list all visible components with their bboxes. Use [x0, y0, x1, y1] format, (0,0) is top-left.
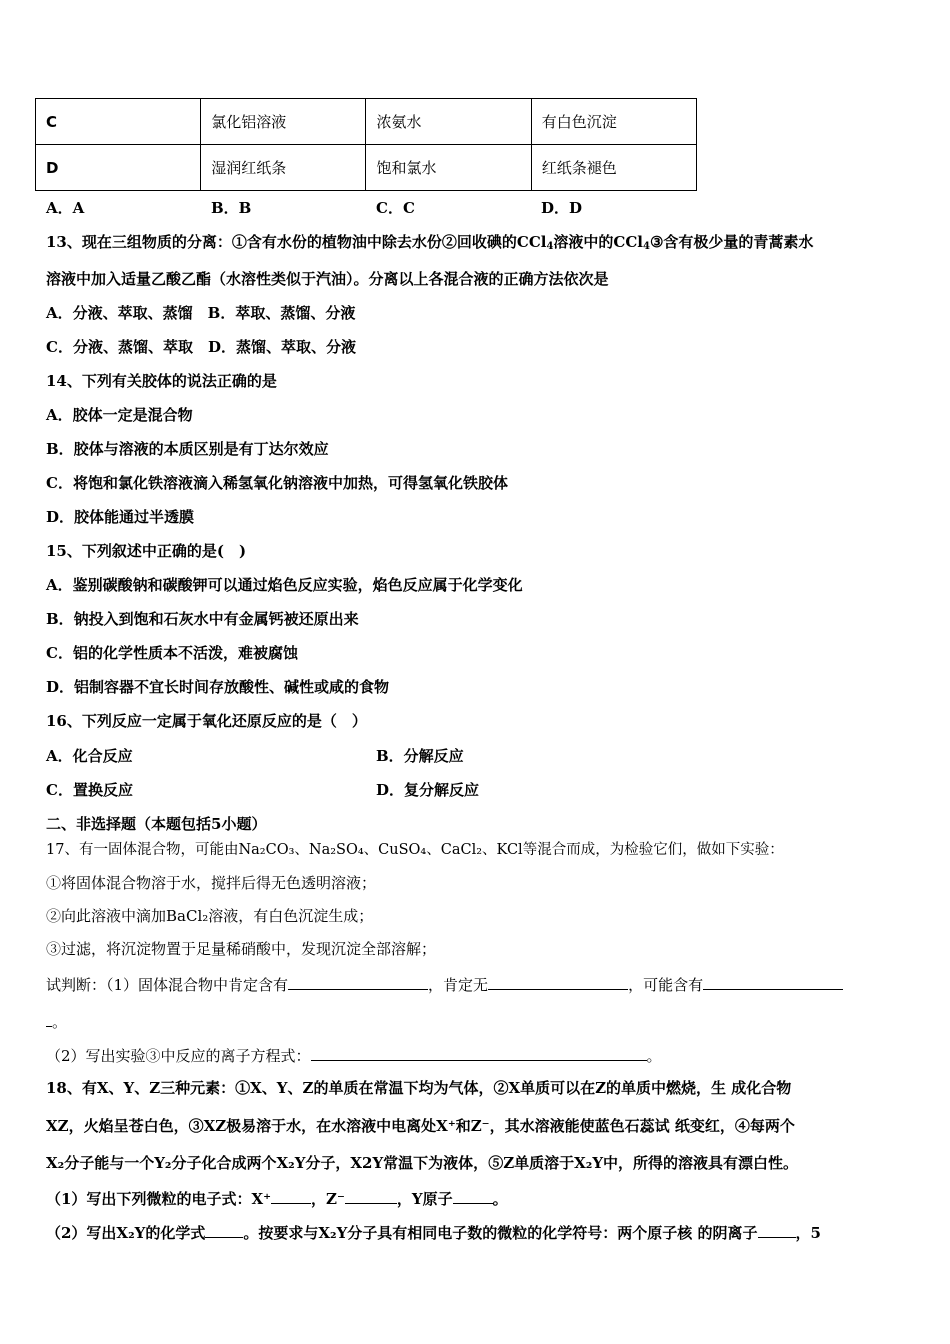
q12-options: [46, 198, 912, 218]
q16-options-ab: [46, 746, 912, 766]
q18-part2: （2）写出X₂Y的化学式 。按要求与X₂Y分子具有相同电子数的微粒的化学符号：两个原子核 的阴离子 ，5: [46, 1221, 912, 1243]
table-cell: 有白色沉淀: [531, 99, 696, 145]
answer-blank[interactable]: [345, 1187, 397, 1204]
answer-blank[interactable]: [288, 973, 428, 990]
q17-judge-cont: 。: [46, 1010, 912, 1032]
option-c: C．置换反应: [46, 781, 133, 799]
answer-blank[interactable]: [488, 973, 628, 990]
answer-blank[interactable]: [311, 1044, 647, 1061]
q13-options-ab: A．分液、萃取、蒸馏 B．萃取、蒸馏、分液: [46, 304, 356, 322]
q18-line-3: X₂分子能与一个Y₂分子化合成两个X₂Y分子，X2Y常温下为液体，⑤Z单质溶于X₂Y中，所得的溶液具有漂白性。: [46, 1154, 799, 1172]
q15-option-a: A．鉴别碳酸钠和碳酸钾可以通过焰色反应实验，焰色反应属于化学变化: [46, 576, 523, 594]
q14-option-b: B．胶体与溶液的本质区别是有丁达尔效应: [46, 440, 329, 458]
table-cell: C: [36, 99, 201, 145]
q13-options-cd: C．分液、蒸馏、萃取 D．蒸馏、萃取、分液: [46, 338, 356, 356]
table-cell: 红纸条褪色: [531, 145, 696, 191]
q15-option-d: D．铝制容器不宜长时间存放酸性、碱性或咸的食物: [46, 678, 390, 696]
q13-stem-line2: 溶液中加入适量乙酸乙酯（水溶性类似于汽油）。分离以上各混合液的正确方法依次是: [46, 270, 609, 288]
table-row: [36, 99, 697, 145]
option-b: B．B: [211, 199, 252, 217]
q17-judge: 试判断：（1）固体混合物中肯定含有 ，肯定无 ，可能含有: [46, 973, 912, 995]
table-cell: 氯化铝溶液: [201, 99, 366, 145]
q18-line-2: XZ，火焰呈苍白色，③XZ极易溶于水，在水溶液中电离处X⁺和Z⁻，其水溶液能使蓝色石蕊试 纸变红，④每两个: [46, 1117, 795, 1135]
table-row: [36, 145, 697, 191]
option-c: C．C: [376, 199, 415, 217]
q15-option-c: C．铝的化学性质本不活泼，难被腐蚀: [46, 644, 298, 662]
q16-stem: 16、下列反应一定属于氧化还原反应的是（ ）: [46, 712, 367, 730]
table-cell: 湿润红纸条: [201, 145, 366, 191]
q16-options-cd: [46, 780, 912, 800]
q17-part2: （2）写出实验③中反应的离子方程式： 。: [46, 1044, 912, 1066]
q17-step-2: ②向此溶液中滴加BaCl₂溶液，有白色沉淀生成；: [46, 907, 374, 925]
table-cell: D: [36, 145, 201, 191]
section-heading: 二、非选择题（本题包括5小题）: [46, 815, 267, 833]
q18-line-1: 18、有X、Y、Z三种元素：①X、Y、Z的单质在常温下均为气体，②X单质可以在Z的单质中燃烧，生 成化合物: [46, 1079, 792, 1097]
q14-stem: 14、下列有关胶体的说法正确的是: [46, 372, 277, 390]
q17-step-3: ③过滤，将沉淀物置于足量稀硝酸中，发现沉淀全部溶解；: [46, 940, 437, 958]
answer-blank[interactable]: [453, 1187, 493, 1204]
option-d: D．D: [541, 199, 583, 217]
option-a: A．A: [46, 199, 85, 217]
q15-option-b: B．钠投入到饱和石灰水中有金属钙被还原出来: [46, 610, 359, 628]
option-a: A．化合反应: [46, 747, 133, 765]
options-table: [35, 98, 697, 191]
table-cell: 饱和氯水: [366, 145, 531, 191]
q17-stem: 17、有一固体混合物，可能由Na₂CO₃、Na₂SO₄、CuSO₄、CaCl₂、KCl等混合而成，为检验它们，做如下实验：: [46, 842, 784, 858]
q14-option-c: C．将饱和氯化铁溶液滴入稀氢氧化钠溶液中加热，可得氢氧化铁胶体: [46, 474, 508, 492]
answer-blank[interactable]: [758, 1221, 796, 1238]
q14-option-a: A．胶体一定是混合物: [46, 406, 193, 424]
q13-stem-line1: 13、现在三组物质的分离：①含有水份的植物油中除去水份②回收碘的CCl$_4$溶液中的CCl$_4$③含有极少量的青蒿素水: [46, 233, 814, 252]
q17-step-1: ①将固体混合物溶于水，搅拌后得无色透明溶液；: [46, 874, 377, 892]
q18-part1: （1）写出下列微粒的电子式：X⁺ ，Z⁻ ，Y原子 。: [46, 1187, 912, 1209]
answer-blank[interactable]: [205, 1221, 243, 1238]
q15-stem: 15、下列叙述中正确的是( ): [46, 542, 247, 560]
answer-blank[interactable]: [271, 1187, 311, 1204]
table-cell: 浓氨水: [366, 99, 531, 145]
answer-blank[interactable]: [703, 973, 843, 990]
option-d: D．复分解反应: [376, 781, 480, 799]
option-b: B．分解反应: [376, 747, 464, 765]
q14-option-d: D．胶体能通过半透膜: [46, 508, 195, 526]
